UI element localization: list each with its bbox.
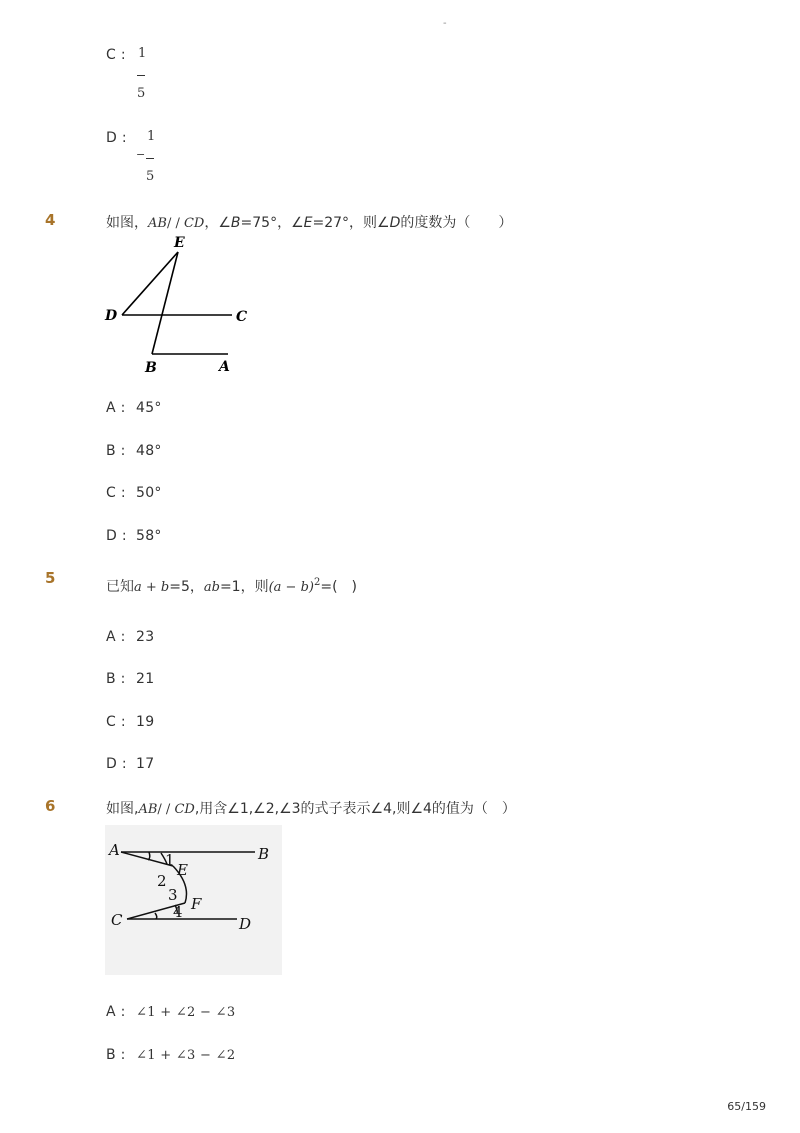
text-segment: ，∠ [204, 215, 231, 231]
q6-figure [105, 825, 282, 975]
option-value: 45° [136, 400, 162, 416]
q3-option-c-fraction [136, 46, 150, 106]
option-value: 19 [136, 714, 155, 730]
option-value: ∠1 + ∠2 − ∠3 [136, 1005, 236, 1020]
math-a-minus-b: (a − b) [268, 580, 314, 595]
option-label: D : [106, 130, 127, 146]
option-value: 23 [136, 629, 155, 645]
angle-label-3: 3 [168, 886, 178, 904]
q6-option-a[interactable] [106, 1004, 235, 1020]
q3-option-d-fraction [135, 129, 157, 189]
text-segment: =27°，则∠ [312, 215, 390, 231]
label-f: F [191, 895, 202, 913]
option-value: 58° [136, 528, 162, 544]
question-number-4: 4 [45, 211, 56, 229]
option-label: C : [106, 485, 126, 501]
q4-option-c[interactable] [106, 485, 162, 501]
option-label: A : [106, 400, 126, 416]
header-mark: - [443, 18, 447, 29]
question-5-text [106, 576, 357, 596]
label-e: E [177, 861, 188, 879]
q4-option-b[interactable] [106, 443, 162, 459]
text-segment: =75°，∠ [240, 215, 304, 231]
q6-option-b[interactable] [106, 1047, 235, 1063]
math-b: B [230, 215, 241, 231]
text-segment: =5， [169, 579, 204, 595]
label-d: D [239, 915, 252, 933]
q4-option-d[interactable] [106, 528, 162, 544]
text-segment: =1，则 [219, 579, 269, 595]
q5-option-b[interactable] [106, 671, 154, 687]
q4-option-a[interactable] [106, 400, 162, 416]
fraction-sign: − [136, 148, 146, 161]
option-value: ∠1 + ∠3 − ∠2 [136, 1048, 236, 1063]
angle-label-4: 4 [173, 903, 183, 921]
q5-option-a[interactable] [106, 629, 154, 645]
q3-option-c[interactable] [106, 47, 136, 63]
label-a: A [219, 359, 230, 375]
q5-option-c[interactable] [106, 714, 154, 730]
math-ab: ab [203, 580, 220, 595]
label-b: B [145, 360, 157, 376]
fraction-bar [146, 158, 154, 159]
angle-label-2: 2 [157, 872, 167, 890]
label-c: C [111, 911, 123, 929]
q4-figure [100, 232, 260, 380]
question-number-5: 5 [45, 569, 56, 587]
option-label: B : [106, 1047, 126, 1063]
q5-option-d[interactable] [106, 756, 154, 772]
math-parallel: / / [157, 802, 175, 817]
option-label: C : [106, 47, 126, 63]
q3-option-d[interactable] [106, 130, 136, 146]
math-cd: CD [174, 802, 195, 817]
math-parallel: / / [166, 216, 184, 231]
label-c: C [236, 309, 248, 325]
angle-label-1: 1 [165, 851, 175, 869]
text-segment: 的度数为（ ） [400, 215, 513, 231]
math-ab: AB [138, 802, 158, 817]
option-label: D : [106, 756, 127, 772]
math-d: D [389, 215, 401, 231]
math-a-plus-b: a + b [134, 580, 170, 595]
text-segment: 如图, [106, 801, 139, 817]
option-label: B : [106, 443, 126, 459]
option-value: 48° [136, 443, 162, 459]
label-e: E [174, 235, 185, 251]
label-a: A [109, 841, 120, 859]
option-label: A : [106, 629, 126, 645]
fraction-numerator: 1 [138, 46, 147, 61]
option-label: B : [106, 671, 126, 687]
label-b: B [258, 845, 270, 863]
option-value: 50° [136, 485, 162, 501]
option-label: C : [106, 714, 126, 730]
fraction-denominator: 5 [146, 169, 155, 184]
label-d: D [105, 308, 118, 324]
text-segment: 已知 [106, 579, 134, 595]
question-number-6: 6 [45, 797, 56, 815]
question-4-text [106, 212, 512, 232]
option-value: 21 [136, 671, 155, 687]
fraction-numerator: 1 [147, 129, 156, 144]
math-ab: AB [148, 216, 167, 231]
option-value: 17 [136, 756, 155, 772]
math-cd: CD [183, 216, 205, 231]
math-exponent: 2 [313, 577, 321, 588]
question-6-text [106, 798, 516, 818]
text-segment: 如图， [106, 215, 148, 231]
fraction-denominator: 5 [137, 86, 146, 101]
page-number: 65/159 [727, 1100, 766, 1113]
math-e: E [303, 215, 313, 231]
fraction-bar [137, 75, 145, 76]
option-label: A : [106, 1004, 126, 1020]
option-label: D : [106, 528, 127, 544]
text-segment: ,用含∠1,∠2,∠3的式子表示∠4,则∠4的值为（ ） [194, 801, 516, 817]
text-segment: =( ) [320, 579, 357, 595]
